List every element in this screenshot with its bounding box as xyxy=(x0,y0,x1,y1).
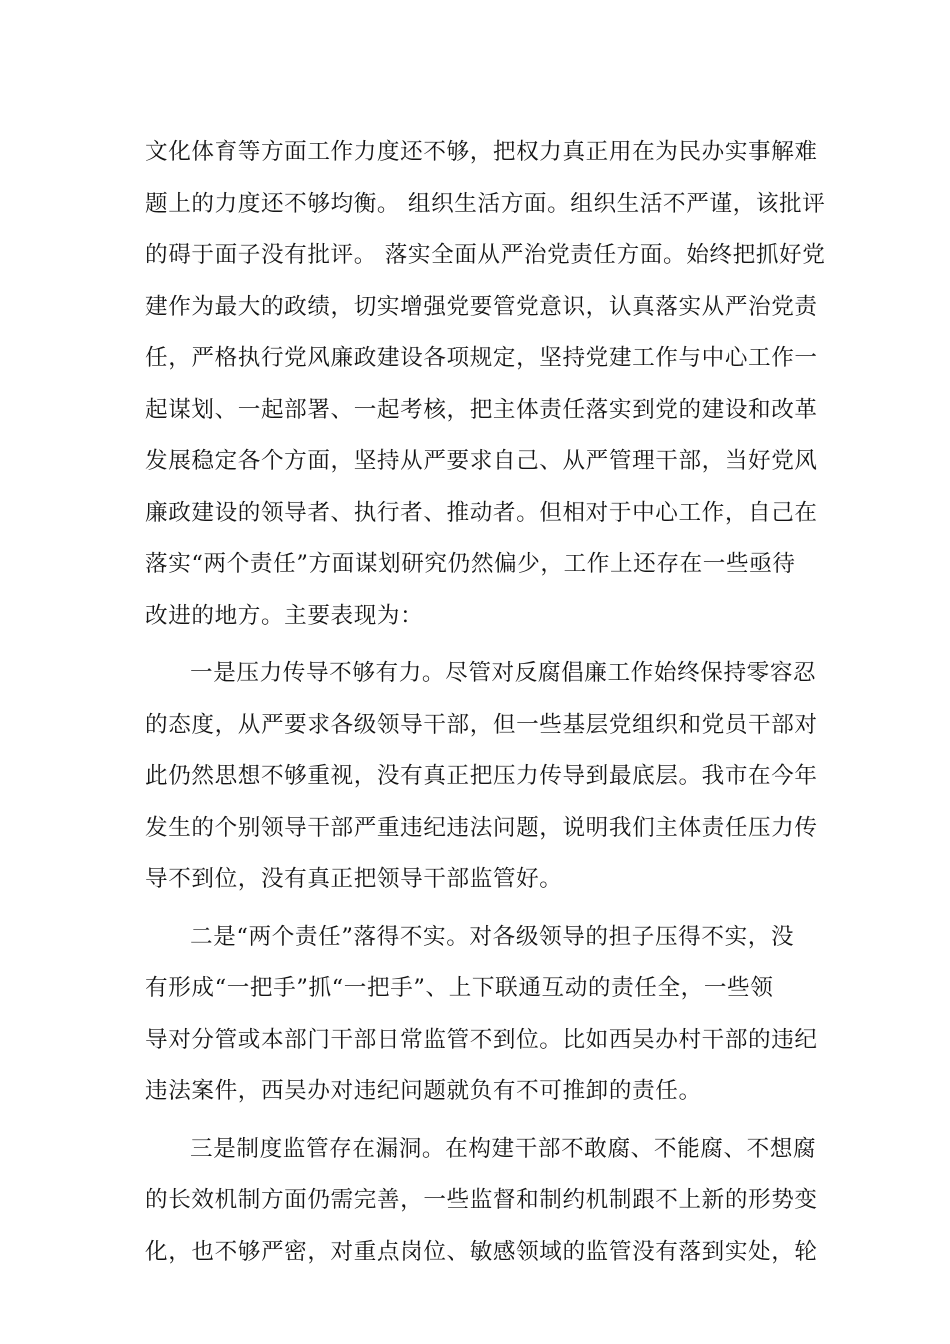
text-line: 廉政建设的领导者、执行者、推动者。但相对于中心工作，自己在 xyxy=(145,499,818,526)
paragraph-first-line: 三是制度监管存在漏洞。在构建干部不敢腐、不能腐、不想腐 xyxy=(190,1135,817,1162)
paragraph-first-line: 一是压力传导不够有力。尽管对反腐倡廉工作始终保持零容忍 xyxy=(190,660,817,686)
text-line: 的碍于面子没有批评。 落实全面从严治党责任方面。始终把抓好党 xyxy=(145,242,826,268)
text-line: 发展稳定各个方面，坚持从严要求自己、从严管理干部，当好党风 xyxy=(145,448,818,474)
text-line: 落实“两个责任”方面谋划研究仍然偏少，工作上还存在一些亟待 xyxy=(145,551,796,577)
text-line: 导对分管或本部门干部日常监管不到位。比如西吴办村干部的违纪 xyxy=(145,1026,818,1053)
text-line: 发生的个别领导干部严重违纪违法问题，说明我们主体责任压力传 xyxy=(145,814,818,841)
text-line: 化，也不够严密，对重点岗位、敏感领域的监管没有落到实处，轮 xyxy=(145,1238,818,1265)
text-line: 有形成“一把手”抓“一把手”、上下联通互动的责任全，一些领 xyxy=(145,975,774,1001)
text-line: 此仍然思想不够重视，没有真正把压力传导到最底层。我市在今年 xyxy=(145,763,818,789)
text-line: 改进的地方。主要表现为： xyxy=(145,602,424,629)
text-line: 文化体育等方面工作力度还不够，把权力真正用在为民办实事解难 xyxy=(145,139,818,165)
text-line: 题上的力度还不够均衡。 组织生活方面。组织生活不严谨，该批评 xyxy=(145,190,826,217)
text-line: 导不到位，没有真正把领导干部监管好。 xyxy=(145,866,563,892)
text-line: 违法案件，西吴办对违纪问题就负有不可推卸的责任。 xyxy=(145,1078,702,1104)
text-line: 的态度，从严要求各级领导干部，但一些基层党组织和党员干部对 xyxy=(145,711,818,738)
paragraph-first-line: 二是“两个责任”落得不实。对各级领导的担子压得不实，没 xyxy=(190,923,795,950)
text-line: 的长效机制方面仍需完善，一些监督和制约机制跟不上新的形势变 xyxy=(145,1187,818,1213)
text-line: 任，严格执行党风廉政建设各项规定，坚持党建工作与中心工作一 xyxy=(145,345,818,371)
body-text xyxy=(145,127,826,1278)
text-line: 起谋划、一起部署、一起考核，把主体责任落实到党的建设和改革 xyxy=(145,396,818,423)
text-line: 建作为最大的政绩，切实增强党要管党意识，认真落实从严治党责 xyxy=(145,293,818,320)
